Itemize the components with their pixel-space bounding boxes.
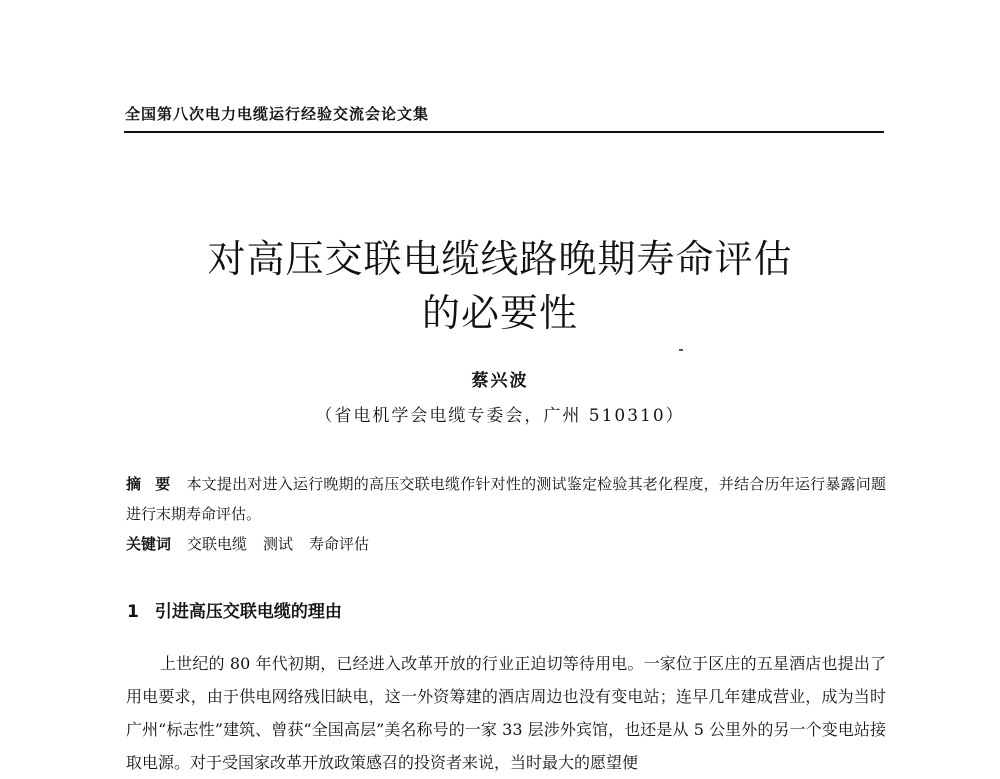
section-title: 引进高压交联电缆的理由 (154, 602, 342, 622)
scan-speck (679, 349, 683, 351)
paper-title-line-2: 的必要性 (421, 291, 578, 335)
header-rule (124, 131, 884, 133)
running-header: 全国第八次电力电缆运行经验交流会论文集 (125, 105, 430, 123)
keywords (126, 533, 385, 554)
author-affiliation: （省电机学会电缆专委会，广州 510310） (315, 406, 685, 426)
keyword-item: 寿命评估 (309, 535, 370, 553)
body-paragraph: 上世纪的 80 年代初期，已经进入改革开放的行业正迫切等待用电。一家位于区庄的五星酒店也提出了用电要求，由于供电网络残旧缺电，这一外资筹建的酒店周边也没有变电站；连早几年建成营业，成为当时广州“标志性”建筑、曾获“全国高层”美名称号的一家 33 层涉外宾馆，也还是从 5 公里外的另一个变电站接取电源。对于受国家改革开放政策感召的投资者来说，当时最大的愿望便 (126, 654, 886, 772)
paper-title-line-1: 对高压交联电缆线路晚期寿命评估 (207, 237, 793, 281)
keyword-item: 测试 (263, 535, 294, 553)
section-heading (127, 597, 342, 622)
keywords-label: 关键词 (126, 535, 172, 553)
keyword-item: 交联电缆 (187, 535, 248, 553)
abstract-text: 本文提出对进入运行晚期的高压交联电缆作针对性的测试鉴定检验其老化程度，并结合历年运行暴露问题进行末期寿命评估。 (126, 475, 886, 523)
section-number: 1 (127, 602, 139, 622)
body-text (126, 647, 886, 779)
abstract-label: 摘要 (126, 475, 185, 493)
abstract (126, 469, 886, 529)
author-name: 蔡兴波 (471, 371, 529, 391)
